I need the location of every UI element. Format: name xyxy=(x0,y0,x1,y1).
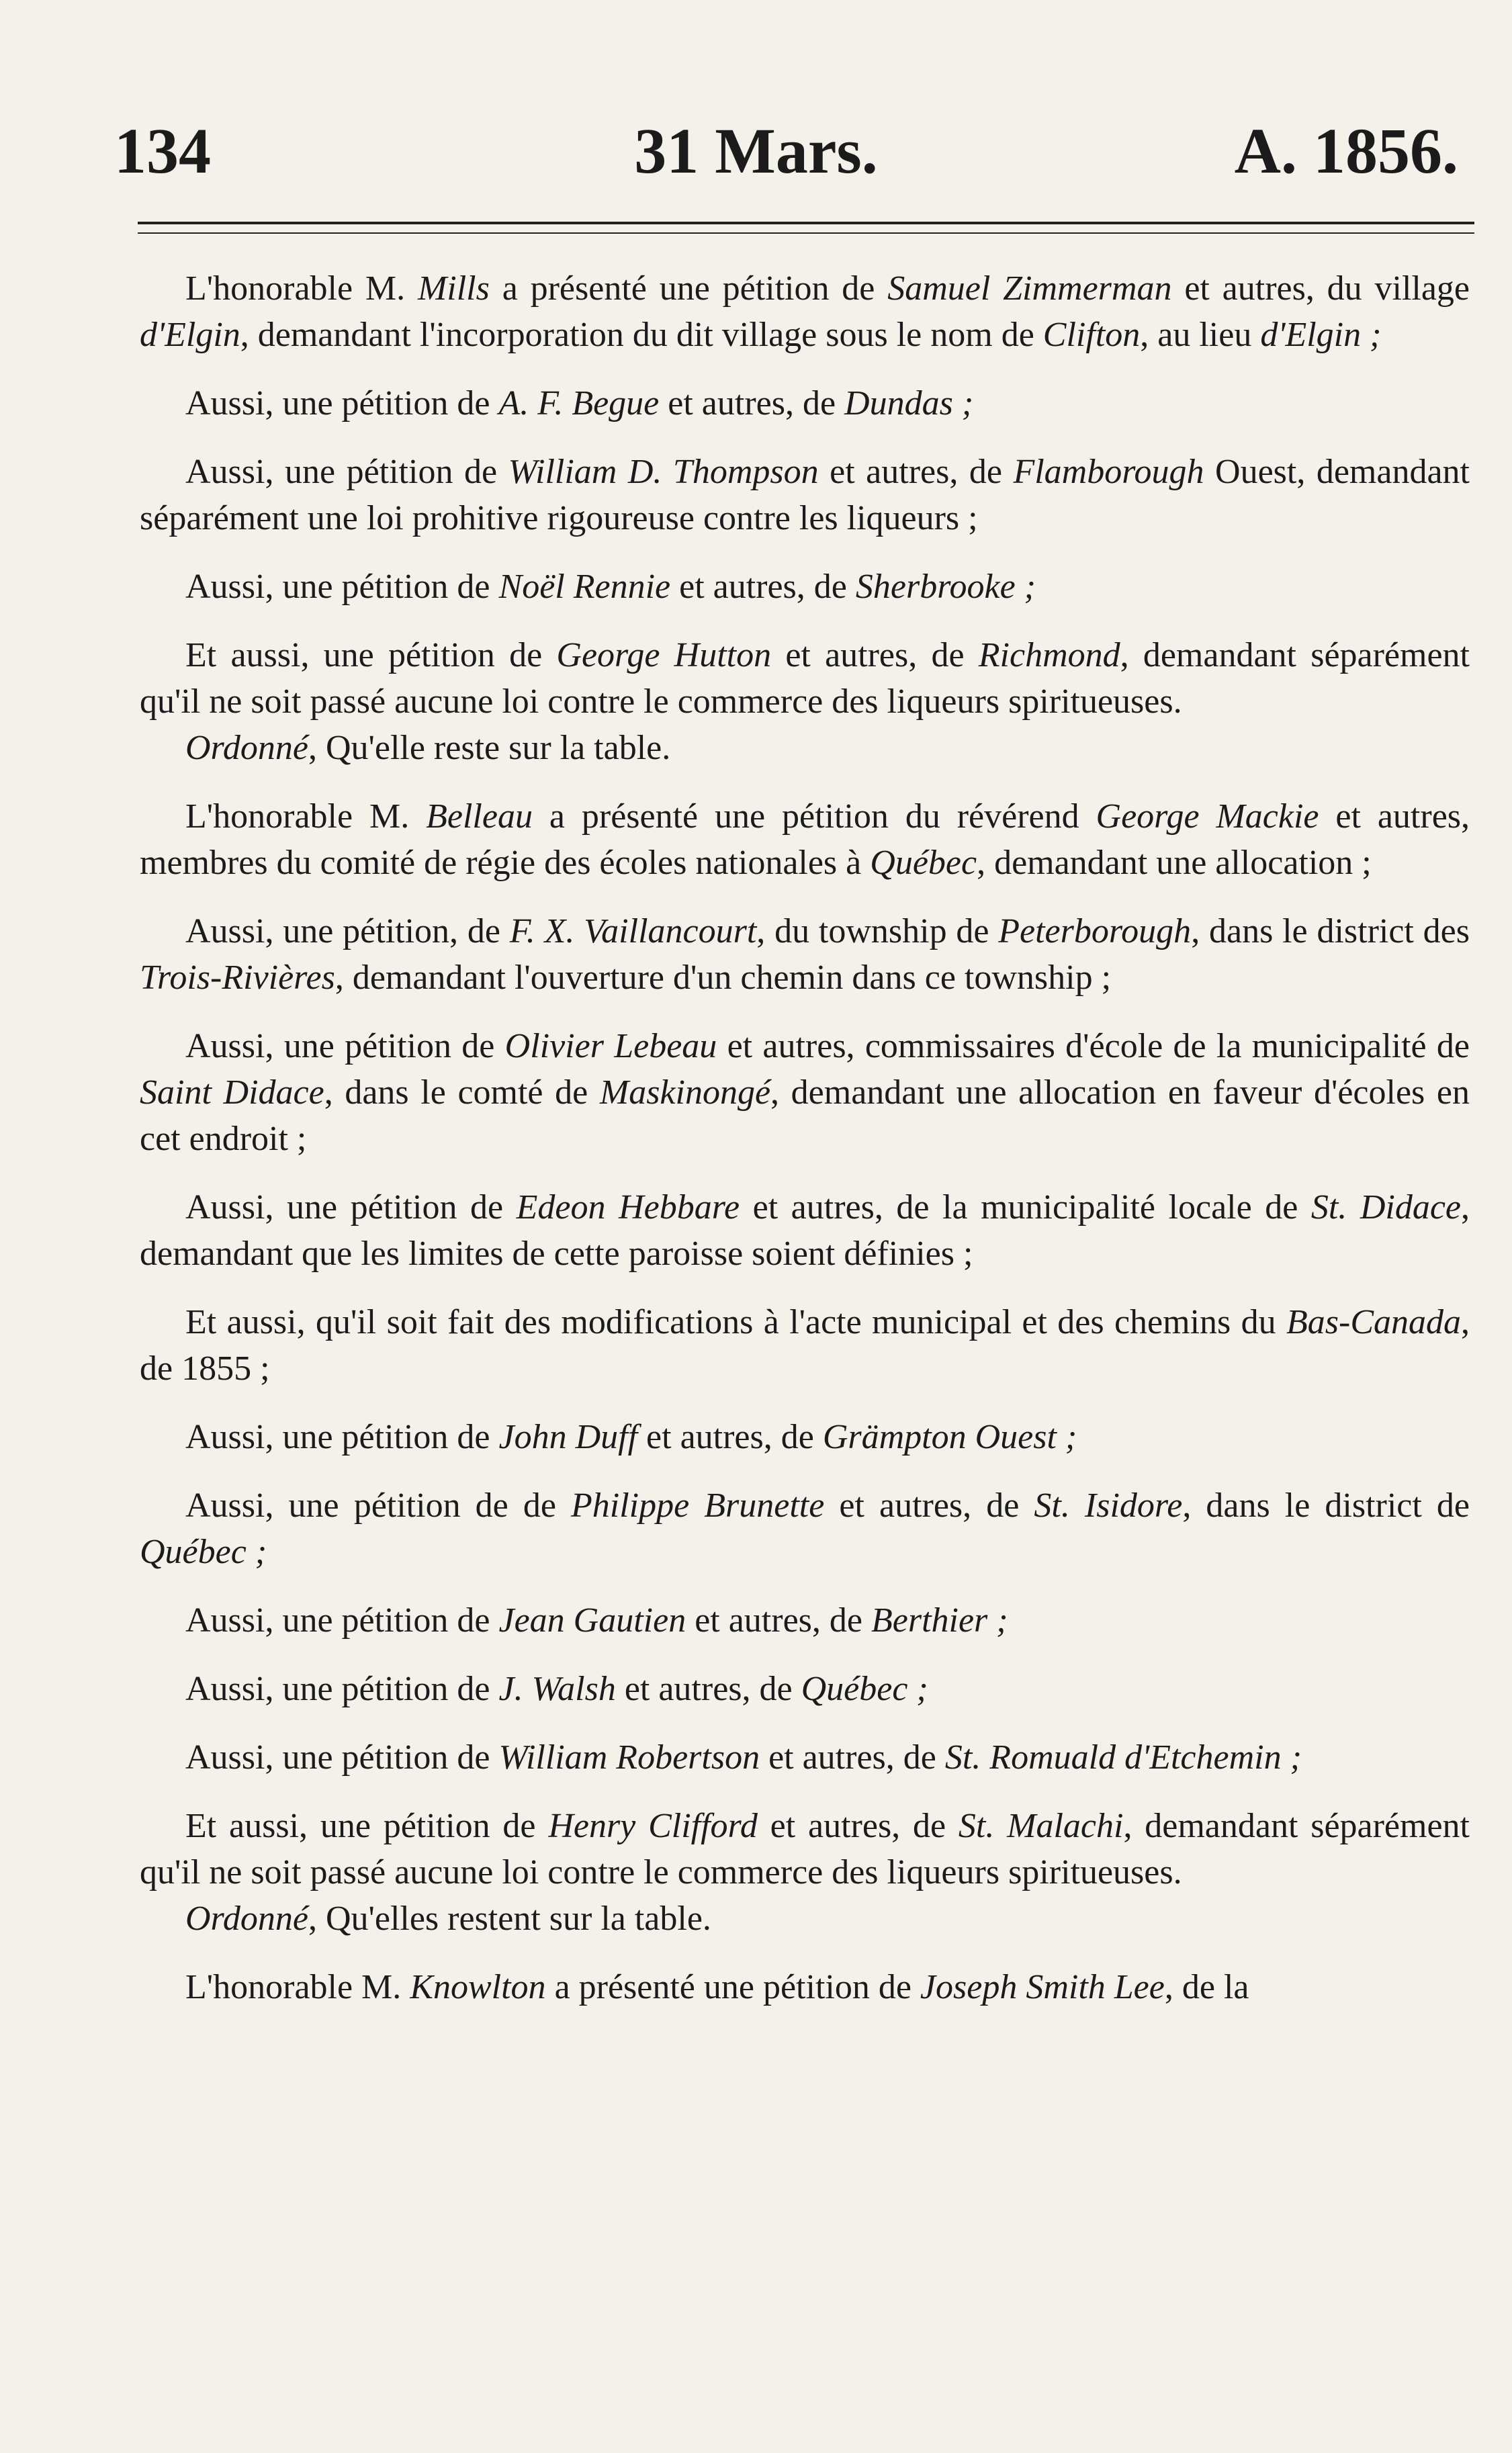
paragraph: Et aussi, qu'il soit fait des modifications à l'acte municipal et des chemins du Bas-Canada, de 1855 ; xyxy=(140,1303,1470,1388)
paragraph: Aussi, une pétition de J. Walsh et autres, de Québec ; xyxy=(185,1670,928,1708)
paragraph: Aussi, une pétition de Olivier Lebeau et autres, commissaires d'école de la municipalité de Saint Didace, dans le comté de Maskinongé, demandant une allocation en faveur d'écoles en cet endroit ; xyxy=(140,1027,1470,1158)
page-number: 134 xyxy=(114,115,211,187)
page-header xyxy=(0,111,1512,191)
order-line: Ordonné, Qu'elle reste sur la table. xyxy=(185,729,671,767)
paragraph: Aussi, une pétition de William Robertson et autres, de St. Romuald d'Etchemin ; xyxy=(185,1738,1302,1777)
paragraph: Et aussi, une pétition de Henry Clifford et autres, de St. Malachi, demandant séparément qu'il ne soit passé aucune loi contre le commerce des liqueurs spiritueuses. xyxy=(140,1807,1470,1891)
header-year: A. 1856. xyxy=(1234,115,1458,187)
header-rule-thin xyxy=(138,232,1474,234)
header-rule-thick xyxy=(138,222,1474,224)
paragraph: Aussi, une pétition de William D. Thompson et autres, de Flamborough Ouest, demandant séparément une loi prohitive rigoureuse contre les liqueurs ; xyxy=(140,453,1470,537)
paragraph: Aussi, une pétition de A. F. Begue et autres, de Dundas ; xyxy=(185,384,974,422)
paragraph: Aussi, une pétition de Edeon Hebbare et autres, de la municipalité locale de St. Didace, demandant que les limites de cette paroisse soient définies ; xyxy=(140,1188,1470,1273)
paragraph: Aussi, une pétition de Noël Rennie et autres, de Sherbrooke ; xyxy=(185,568,1036,606)
paragraph: Et aussi, une pétition de George Hutton et autres, de Richmond, demandant séparément qu'il ne soit passé aucune loi contre le commerce des liqueurs spiritueuses. xyxy=(140,636,1470,721)
paragraph: L'honorable M. Belleau a présenté une pétition du révérend George Mackie et autres, membres du comité de régie des écoles nationales à Québec, demandant une allocation ; xyxy=(140,797,1470,882)
header-date: 31 Mars. xyxy=(634,115,878,187)
paragraph: Aussi, une pétition de John Duff et autres, de Grämpton Ouest ; xyxy=(185,1418,1077,1456)
paragraph: Aussi, une pétition de de Philippe Brunette et autres, de St. Isidore, dans le district de Québec ; xyxy=(140,1486,1470,1571)
paragraph: L'honorable M. Knowlton a présenté une pétition de Joseph Smith Lee, de la xyxy=(185,1968,1249,2006)
paragraph: Aussi, une pétition de Jean Gautien et autres, de Berthier ; xyxy=(185,1601,1008,1640)
order-line: Ordonné, Qu'elles restent sur la table. xyxy=(185,1900,711,1938)
paragraph: Aussi, une pétition, de F. X. Vaillancourt, du township de Peterborough, dans le district des Trois-Rivières, demandant l'ouverture d'un chemin dans ce township ; xyxy=(140,912,1470,997)
paragraph: L'honorable M. Mills a présenté une pétition de Samuel Zimmerman et autres, du village d'Elgin, demandant l'incorporation du dit village sous le nom de Clifton, au lieu d'Elgin ; xyxy=(140,269,1470,354)
page-body xyxy=(140,265,1470,2033)
